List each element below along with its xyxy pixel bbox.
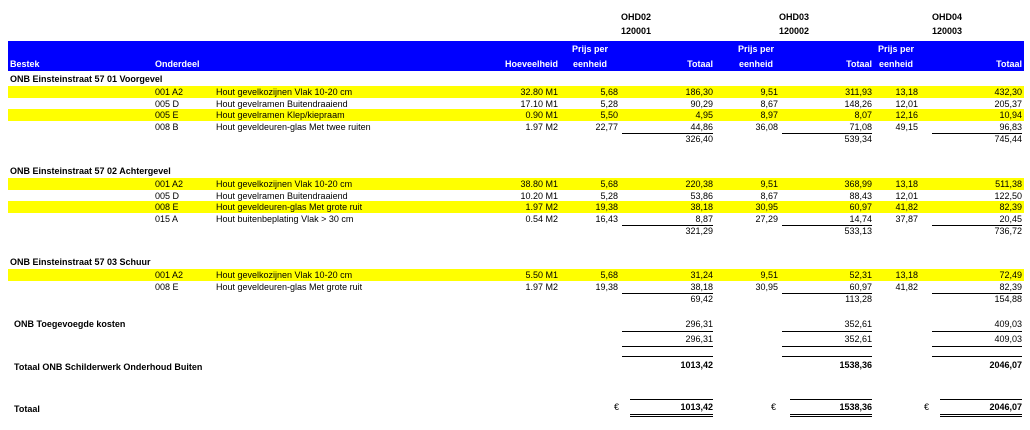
row-t3: 82,39	[999, 202, 1022, 212]
row-qty: 1.97 M2	[525, 202, 558, 212]
row-t2: 368,99	[844, 179, 872, 189]
section-subtotal: 321,29	[685, 226, 713, 236]
row-description: Hout geveldeuren-glas Met grote ruit	[216, 202, 363, 212]
row-t3: 82,39	[999, 281, 1022, 292]
row-code: 008 B	[155, 121, 179, 132]
row-p2: 30,95	[755, 202, 778, 212]
row-t3: 122,50	[994, 190, 1022, 201]
row-qty: 38.80 M1	[520, 179, 558, 189]
row-t3: 96,83	[999, 121, 1022, 132]
col-hoeveelheid: Hoeveelheid	[504, 59, 558, 69]
row-t1: 4,95	[695, 110, 713, 120]
row-description: Hout geveldeuren-glas Met grote ruit	[216, 281, 363, 292]
row-qty: 0.90 M1	[525, 110, 558, 120]
row-p1: 5,68	[600, 179, 618, 189]
col-prijs-2: Prijs per	[737, 44, 775, 54]
contractor-number-3: 120003	[931, 26, 963, 36]
row-p1: 5,68	[600, 270, 618, 280]
row-t2: 311,93	[845, 87, 872, 97]
col-prijs-3: Prijs per	[877, 44, 915, 54]
row-p3: 13,18	[895, 270, 918, 280]
section-title: ONB Einsteinstraat 57 03 Schuur	[10, 257, 151, 267]
total-onb-value-2: 1538,36	[839, 360, 872, 370]
col-onderdeel: Onderdeel	[155, 59, 200, 69]
row-code: 001 A2	[155, 179, 184, 189]
row-p2: 9,51	[760, 179, 778, 189]
row-p2: 8,67	[760, 98, 778, 109]
extra-costs-subtotal-3: 409,03	[994, 334, 1022, 344]
row-t3: 20,45	[999, 213, 1022, 224]
grand-total-value-1: 1013,42	[680, 402, 713, 412]
section-subtotal: 154,88	[994, 294, 1022, 304]
row-p2: 36,08	[755, 121, 778, 132]
row-code: 005 D	[155, 190, 180, 201]
row-qty: 0.54 M2	[525, 213, 558, 224]
row-t2: 14,74	[849, 213, 872, 224]
row-qty: 5.50 M1	[525, 270, 558, 280]
row-p1: 22,77	[595, 121, 618, 132]
section-subtotal: 745,44	[994, 134, 1022, 144]
row-description: Hout buitenbeplating Vlak > 30 cm	[216, 213, 354, 224]
row-t1: 38,18	[690, 202, 713, 212]
col-totaal-2: Totaal	[846, 59, 872, 69]
section-title: ONB Einsteinstraat 57 02 Achtergevel	[10, 166, 171, 176]
col-prijs-1: Prijs per	[571, 44, 609, 54]
section-subtotal: 69,42	[690, 294, 713, 304]
row-t2: 60,97	[849, 281, 872, 292]
row-description: Hout gevelkozijnen Vlak 10-20 cm	[216, 87, 353, 97]
row-t1: 220,38	[685, 179, 713, 189]
row-t2: 88,43	[849, 190, 872, 201]
grand-total-label: Totaal	[14, 404, 40, 414]
currency-symbol-1: €	[614, 402, 620, 412]
row-code: 015 A	[155, 213, 179, 224]
contractor-number-2: 120002	[778, 26, 810, 36]
row-t3: 205,37	[994, 98, 1022, 109]
extra-costs-subtotal-1: 296,31	[685, 334, 713, 344]
row-p3: 37,87	[895, 213, 918, 224]
row-t2: 148,26	[844, 98, 872, 109]
currency-symbol-2: €	[771, 402, 777, 412]
row-description: Hout gevelramen Buitendraaiend	[216, 98, 348, 109]
row-p3: 12,01	[895, 98, 918, 109]
row-p3: 41,82	[895, 281, 918, 292]
row-p1: 5,28	[600, 98, 618, 109]
contractor-code-3: OHD04	[931, 12, 962, 22]
row-p2: 8,67	[760, 190, 778, 201]
col-eenheid-2: eenheid	[738, 59, 773, 69]
row-code: 008 E	[155, 202, 179, 212]
row-p1: 5,68	[600, 87, 618, 97]
row-description: Hout gevelramen Klep/kiepraam	[216, 110, 345, 120]
row-t1: 90,29	[690, 98, 713, 109]
row-qty: 32.80 M1	[520, 87, 558, 97]
col-totaal-3: Totaal	[996, 59, 1022, 69]
row-qty: 17.10 M1	[520, 98, 558, 109]
col-totaal-1: Totaal	[687, 59, 713, 69]
row-description: Hout geveldeuren-glas Met twee ruiten	[216, 121, 371, 132]
row-code: 001 A2	[155, 87, 184, 97]
row-description: Hout gevelramen Buitendraaiend	[216, 190, 348, 201]
row-t3: 72,49	[999, 270, 1022, 280]
row-p2: 8,97	[760, 110, 778, 120]
row-t2: 8,07	[854, 110, 872, 120]
row-p3: 13,18	[895, 87, 918, 97]
section-subtotal: 113,28	[845, 294, 872, 304]
row-p2: 9,51	[760, 87, 778, 97]
col-eenheid-1: eenheid	[572, 59, 607, 69]
row-qty: 1.97 M2	[525, 121, 558, 132]
row-t1: 38,18	[690, 281, 713, 292]
row-t3: 10,94	[999, 110, 1022, 120]
row-t1: 44,86	[690, 121, 713, 132]
section-subtotal: 533,13	[844, 226, 872, 236]
row-code: 005 D	[155, 98, 180, 109]
row-p3: 49,15	[895, 121, 918, 132]
total-onb-value-1: 1013,42	[680, 360, 713, 370]
extra-costs-subtotal-2: 352,61	[844, 334, 872, 344]
row-p3: 12,01	[895, 190, 918, 201]
row-t3: 511,38	[995, 179, 1022, 189]
section-subtotal: 326,40	[685, 134, 713, 144]
row-p1: 16,43	[595, 213, 618, 224]
row-description: Hout gevelkozijnen Vlak 10-20 cm	[216, 270, 353, 280]
row-p3: 13,18	[895, 179, 918, 189]
row-t1: 8,87	[695, 213, 713, 224]
row-p1: 5,50	[600, 110, 618, 120]
grand-total-value-3: 2046,07	[989, 402, 1022, 412]
extra-costs-value-2: 352,61	[844, 319, 872, 329]
row-t1: 53,86	[690, 190, 713, 201]
contractor-code-2: OHD03	[778, 12, 809, 22]
row-t2: 71,08	[849, 121, 872, 132]
extra-costs-label: ONB Toegevoegde kosten	[14, 319, 126, 329]
grand-total-value-2: 1538,36	[839, 402, 872, 412]
row-p2: 30,95	[755, 281, 778, 292]
contractor-number-1: 120001	[620, 26, 652, 36]
row-t2: 60,97	[849, 202, 872, 212]
section-subtotal: 539,34	[844, 134, 872, 144]
col-bestek: Bestek	[10, 59, 40, 69]
total-onb-label: Totaal ONB Schilderwerk Onderhoud Buiten	[14, 362, 203, 372]
row-t1: 186,30	[685, 87, 713, 97]
total-onb-value-3: 2046,07	[989, 360, 1022, 370]
row-p3: 41,82	[895, 202, 918, 212]
row-code: 008 E	[155, 281, 179, 292]
extra-costs-value-1: 296,31	[685, 319, 713, 329]
row-p3: 12,16	[895, 110, 918, 120]
row-t3: 432,30	[994, 87, 1022, 97]
row-t1: 31,24	[690, 270, 713, 280]
currency-symbol-3: €	[924, 402, 930, 412]
row-qty: 1.97 M2	[525, 281, 558, 292]
row-qty: 10.20 M1	[520, 190, 558, 201]
row-p1: 19,38	[595, 202, 618, 212]
row-code: 001 A2	[155, 270, 184, 280]
contractor-code-1: OHD02	[620, 12, 651, 22]
col-eenheid-3: eenheid	[878, 59, 913, 69]
row-description: Hout gevelkozijnen Vlak 10-20 cm	[216, 179, 353, 189]
section-subtotal: 736,72	[994, 226, 1022, 236]
row-p2: 9,51	[760, 270, 778, 280]
row-p1: 19,38	[595, 281, 618, 292]
row-p2: 27,29	[755, 213, 778, 224]
row-t2: 52,31	[849, 270, 872, 280]
extra-costs-value-3: 409,03	[994, 319, 1022, 329]
row-p1: 5,28	[600, 190, 618, 201]
section-title: ONB Einsteinstraat 57 01 Voorgevel	[10, 74, 163, 84]
row-code: 005 E	[155, 110, 179, 120]
